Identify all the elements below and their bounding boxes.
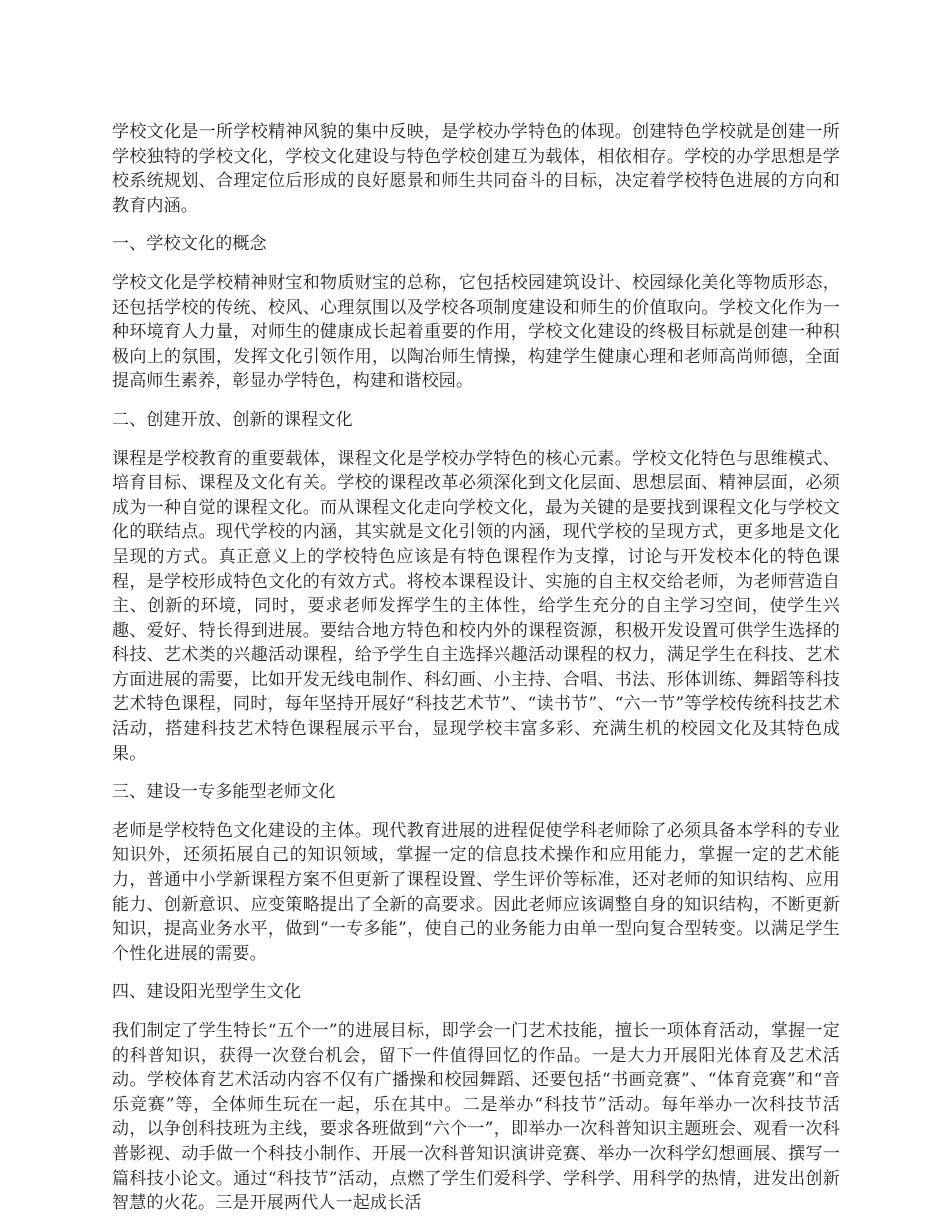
section-heading-4: 四、建设阳光型学生文化 [112, 982, 302, 1003]
section-heading-1: 一、学校文化的概念 [112, 234, 267, 255]
section-body-1: 学校文化是学校精神财宝和物质财宝的总称，它包括校园建筑设计、校园绿化美化等物质形态，还包括学校的传统、校风、心理氛围以及学校各项制度建设和师生的价值取向。学校文化作为一种环境育人力量，对师生的健康成长起着重要的作用，学校文化建设的终极目标就是创建一种积极向上的氛围，发挥文化引领作用，以陶冶师生情操，构建学生健康心理和老师高尚师德，全面提高师生素养，彰显办学特色，构建和谐校园。 [112, 272, 840, 392]
section-body-4: 我们制定了学生特长“五个一”的进展目标，即学会一门艺术技能，擅长一项体育活动，掌握一定的科普知识，获得一次登台机会，留下一件值得回忆的作品。一是大力开展阳光体育及艺术活动。学校体育艺术活动内容不仅有广播操和校园舞蹈、还要包括“书画竞赛”、“体育竞赛”和“音乐竞赛”等，全体师生玩在一起，乐在其中。二是举办“科技节”活动。每年举办一次科技节活动，以争创科技班为主线，要求各班做到“六个一”，即举办一次科普知识主题班会、观看一次科普影视、动手做一个科技小制作、开展一次科普知识演讲竞赛、举办一次科学幻想画展、撰写一篇科技小论文。通过“科技节”活动，点燃了学生们爱科学、学科学、用科学的热情，进发出创新智慧的火花。三是开展两代人一起成长活 [112, 1021, 840, 1214]
section-body-3: 老师是学校特色文化建设的主体。现代教育进展的进程促使学科老师除了必须具备本学科的专业知识外，还须拓展自己的知识领域，掌握一定的信息技术操作和应用能力，掌握一定的艺术能力，普通中小学新课程方案不但更新了课程设置、学生评价等标准，还对老师的知识结构、应用能力、创新意识、应变策略提出了全新的高要求。因此老师应该调整自身的知识结构，不断更新知识，提高业务水平，做到“一专多能”，使自己的业务能力由单一型向复合型转变。以满足学生个性化进展的需要。 [112, 820, 840, 964]
section-heading-3: 三、建设一专多能型老师文化 [112, 782, 336, 803]
section-body-2: 课程是学校教育的重要载体，课程文化是学校办学特色的核心元素。学校文化特色与思维模式、培育目标、课程及文化有关。学校的课程改革必须深化到文化层面、思想层面、精神层面，必须成为一种自觉的课程文化。而从课程文化走向学校文化，最为关键的是要找到课程文化与学校文化的联结点。现代学校的内涵，其实就是文化引领的内涵，现代学校的呈现方式，更多地是文化呈现的方式。真正意义上的学校特色应该是有特色课程作为支撑，讨论与开发校本化的特色课程，是学校形成特色文化的有效方式。将校本课程设计、实施的自主权交给老师，为老师营造自主、创新的环境，同时，要求老师发挥学生的主体性，给学生充分的自主学习空间，使学生兴趣、爱好、特长得到进展。要结合地方特色和校内外的课程资源，积极开发设置可供学生选择的科技、艺术类的兴趣活动课程，给予学生自主选择兴趣活动课程的权力，满足学生在科技、艺术方面进展的需要，比如开发无线电制作、科幻画、小主持、合唱、书法、形体训练、舞蹈等科技艺术特色课程，同时，每年坚持开展好“科技艺术节”、“读书节”、“六一节”等学校传统科技艺术活动，搭建科技艺术特色课程展示平台，显现学校丰富多彩、充满生机的校园文化及其特色成果。 [112, 448, 840, 764]
section-heading-2: 二、创建开放、创新的课程文化 [112, 409, 353, 430]
intro-paragraph: 学校文化是一所学校精神风貌的集中反映，是学校办学特色的体现。创建特色学校就是创建一所学校独特的学校文化，学校文化建设与特色学校创建互为载体，相依相存。学校的办学思想是学校系统规划、合理定位后形成的良好愿景和师生共同奋斗的目标，决定着学校特色进展的方向和教育内涵。 [112, 122, 840, 216]
document-page [112, 120, 840, 1230]
